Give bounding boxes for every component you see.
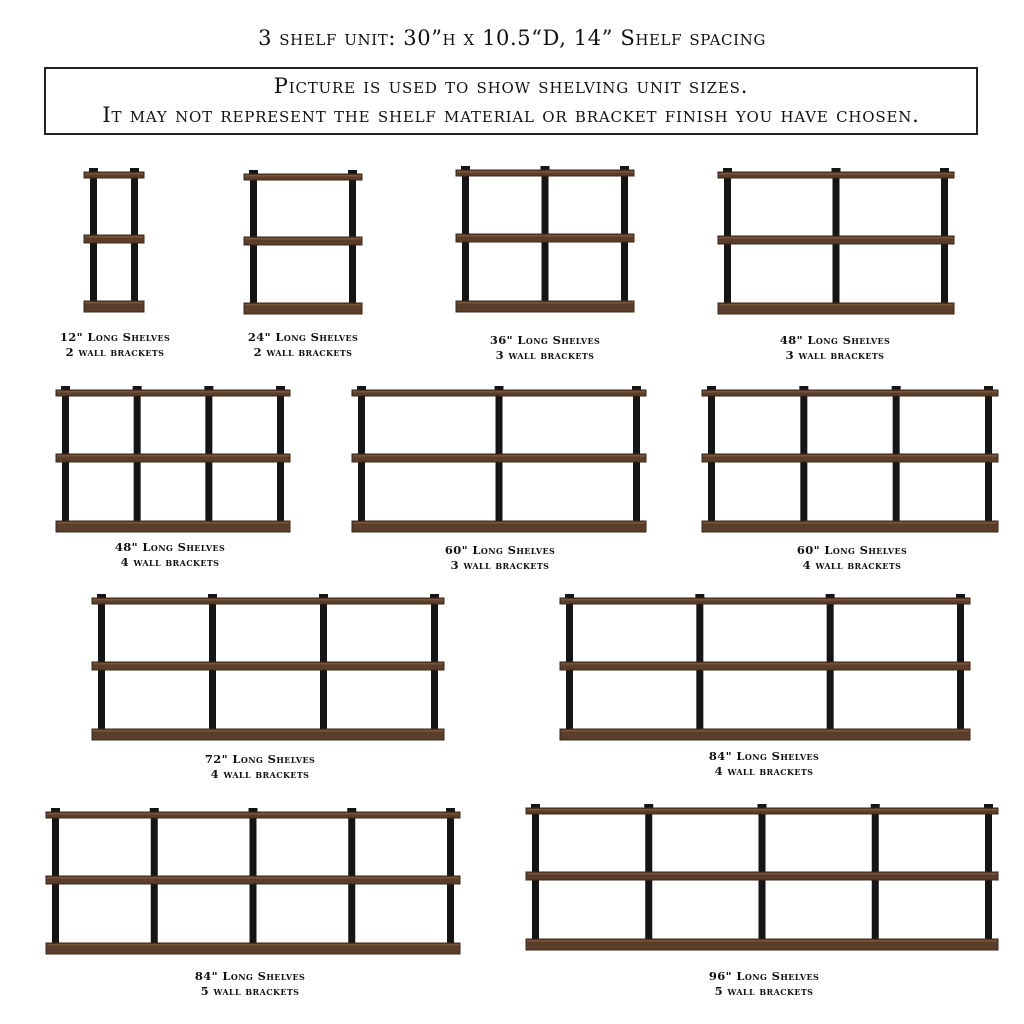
bracket-cap (61, 386, 70, 390)
shelf-unit-36in-3-brackets (456, 166, 634, 314)
shelf-unit-48in-4-brackets (56, 386, 290, 534)
shelf-middle-highlight (457, 235, 633, 237)
shelf-unit-84in-4-brackets (560, 594, 970, 742)
bracket-count-label: 3 wall brackets (785, 348, 885, 362)
shelf-top-highlight (527, 809, 997, 811)
bracket-cap (984, 804, 993, 808)
bracket-cap (695, 594, 704, 598)
bracket-count-label: 2 wall brackets (253, 345, 353, 359)
disclaimer-box (44, 67, 978, 135)
shelf-length-label: 60" Long Shelves (444, 543, 556, 557)
shelf-top-highlight (561, 599, 969, 601)
bracket-count-label: 3 wall brackets (450, 558, 550, 572)
shelf-top (456, 170, 634, 176)
shelf-unit-drawing (46, 808, 460, 956)
shelf-top (84, 172, 144, 178)
shelf-top-highlight (457, 171, 633, 173)
shelf-bottom-highlight (47, 944, 459, 946)
bracket-cap (133, 386, 142, 390)
bracket-cap (204, 386, 213, 390)
shelf-bottom-highlight (85, 302, 143, 304)
bracket-cap (799, 386, 808, 390)
bracket-cap (249, 170, 258, 174)
shelf-unit-caption (170, 752, 350, 782)
shelf-unit-caption (762, 543, 942, 573)
bracket-count-label: 5 wall brackets (200, 984, 300, 998)
bracket-cap (620, 166, 629, 170)
shelf-bottom-highlight (457, 302, 633, 304)
shelf-unit-caption (674, 969, 854, 999)
bracket-cap (97, 594, 106, 598)
bracket-cap (644, 804, 653, 808)
bracket-cap (130, 168, 139, 172)
shelf-bottom-highlight (561, 730, 969, 732)
shelf-middle-highlight (85, 236, 143, 238)
bracket-cap (357, 386, 366, 390)
shelf-top (560, 598, 970, 604)
shelf-bottom-highlight (703, 522, 997, 524)
bracket-cap (565, 594, 574, 598)
bracket-cap (940, 168, 949, 172)
shelf-length-label: 48" Long Shelves (779, 333, 891, 347)
shelf-bottom-highlight (527, 940, 997, 942)
shelf-unit-drawing (560, 594, 970, 742)
shelf-middle-highlight (703, 455, 997, 457)
bracket-cap (723, 168, 732, 172)
bracket-count-label: 5 wall brackets (714, 984, 814, 998)
shelf-middle-highlight (719, 237, 953, 239)
bracket-cap (446, 808, 455, 812)
bracket-cap (707, 386, 716, 390)
bracket-count-label: 4 wall brackets (714, 764, 814, 778)
bracket-cap (461, 166, 470, 170)
shelf-unit-84in-5-brackets (46, 808, 460, 956)
shelf-top (718, 172, 954, 178)
shelf-length-label: 24" Long Shelves (247, 330, 359, 344)
shelf-unit-48in-3-brackets (718, 168, 954, 316)
shelf-top (702, 390, 998, 396)
shelf-top-highlight (47, 813, 459, 815)
bracket-cap (51, 808, 60, 812)
shelf-unit-drawing (526, 804, 998, 952)
disclaimer-line-1: Picture is used to show shelving unit sizes. (273, 74, 749, 98)
shelf-length-label: 60" Long Shelves (796, 543, 908, 557)
bracket-cap (826, 594, 835, 598)
shelf-length-label: 36" Long Shelves (489, 333, 601, 347)
shelf-bottom-highlight (93, 730, 443, 732)
shelf-unit-caption (750, 333, 920, 363)
shelf-unit-96in-5-brackets (526, 804, 998, 952)
shelf-unit-drawing (352, 386, 646, 534)
shelf-unit-drawing (56, 386, 290, 534)
shelf-length-label: 84" Long Shelves (194, 969, 306, 983)
shelf-bottom-highlight (57, 522, 289, 524)
shelf-top (526, 808, 998, 814)
shelf-unit-drawing (456, 166, 634, 314)
bracket-count-label: 4 wall brackets (120, 555, 220, 569)
shelf-length-label: 48" Long Shelves (114, 540, 226, 554)
shelf-unit-24in-2-brackets (244, 170, 362, 316)
bracket-cap (871, 804, 880, 808)
bracket-count-label: 2 wall brackets (65, 345, 165, 359)
bracket-cap (832, 168, 841, 172)
bracket-cap (531, 804, 540, 808)
shelf-top-highlight (57, 391, 289, 393)
bracket-count-label: 3 wall brackets (495, 348, 595, 362)
shelf-top (352, 390, 646, 396)
disclaimer-line-2: It may not represent the shelf material or bracket finish you have chosen. (102, 103, 920, 127)
bracket-count-label: 4 wall brackets (802, 558, 902, 572)
shelf-bottom-highlight (719, 304, 953, 306)
shelf-length-label: 72" Long Shelves (204, 752, 316, 766)
shelf-unit-60in-4-brackets (702, 386, 998, 534)
bracket-cap (319, 594, 328, 598)
shelf-unit-caption (218, 330, 388, 360)
shelf-middle-highlight (57, 455, 289, 457)
bracket-cap (208, 594, 217, 598)
shelf-unit-drawing (702, 386, 998, 534)
shelf-bottom-highlight (353, 522, 645, 524)
bracket-cap (89, 168, 98, 172)
shelf-unit-drawing (244, 170, 362, 316)
bracket-cap (541, 166, 550, 170)
shelf-unit-60in-3-brackets (352, 386, 646, 534)
bracket-cap (249, 808, 258, 812)
shelf-length-label: 12" Long Shelves (59, 330, 171, 344)
shelf-top-highlight (703, 391, 997, 393)
shelf-unit-drawing (92, 594, 444, 742)
bracket-cap (984, 386, 993, 390)
shelf-length-label: 96" Long Shelves (708, 969, 820, 983)
bracket-cap (348, 170, 357, 174)
bracket-count-label: 4 wall brackets (210, 767, 310, 781)
shelf-unit-drawing (84, 168, 144, 314)
shelf-unit-caption (460, 333, 630, 363)
shelf-top-highlight (245, 175, 361, 177)
shelf-top (56, 390, 290, 396)
shelf-unit-72in-4-brackets (92, 594, 444, 742)
shelf-top-highlight (719, 173, 953, 175)
shelf-top (46, 812, 460, 818)
shelf-unit-caption (674, 749, 854, 779)
shelf-unit-caption (85, 540, 255, 570)
bracket-cap (892, 386, 901, 390)
shelf-length-label: 84" Long Shelves (708, 749, 820, 763)
shelf-middle-highlight (93, 663, 443, 665)
shelf-top (244, 174, 362, 180)
bracket-cap (632, 386, 641, 390)
bracket-cap (495, 386, 504, 390)
shelf-middle-highlight (527, 873, 997, 875)
bracket-cap (430, 594, 439, 598)
shelf-top (92, 598, 444, 604)
shelf-unit-caption (30, 330, 200, 360)
shelf-top-highlight (85, 173, 143, 175)
shelf-unit-caption (410, 543, 590, 573)
shelf-unit-12in-2-brackets (84, 168, 144, 314)
page-title: 3 shelf unit: 30”h x 10.5“D, 14” Shelf spacing (258, 26, 766, 50)
shelf-unit-caption (160, 969, 340, 999)
shelf-middle-highlight (245, 238, 361, 240)
shelf-middle-highlight (47, 877, 459, 879)
bracket-cap (956, 594, 965, 598)
shelf-middle-highlight (353, 455, 645, 457)
shelf-unit-drawing (718, 168, 954, 316)
bracket-cap (347, 808, 356, 812)
shelf-top-highlight (93, 599, 443, 601)
bracket-cap (150, 808, 159, 812)
bracket-cap (758, 804, 767, 808)
shelf-top-highlight (353, 391, 645, 393)
bracket-cap (276, 386, 285, 390)
shelf-middle-highlight (561, 663, 969, 665)
shelf-bottom-highlight (245, 304, 361, 306)
